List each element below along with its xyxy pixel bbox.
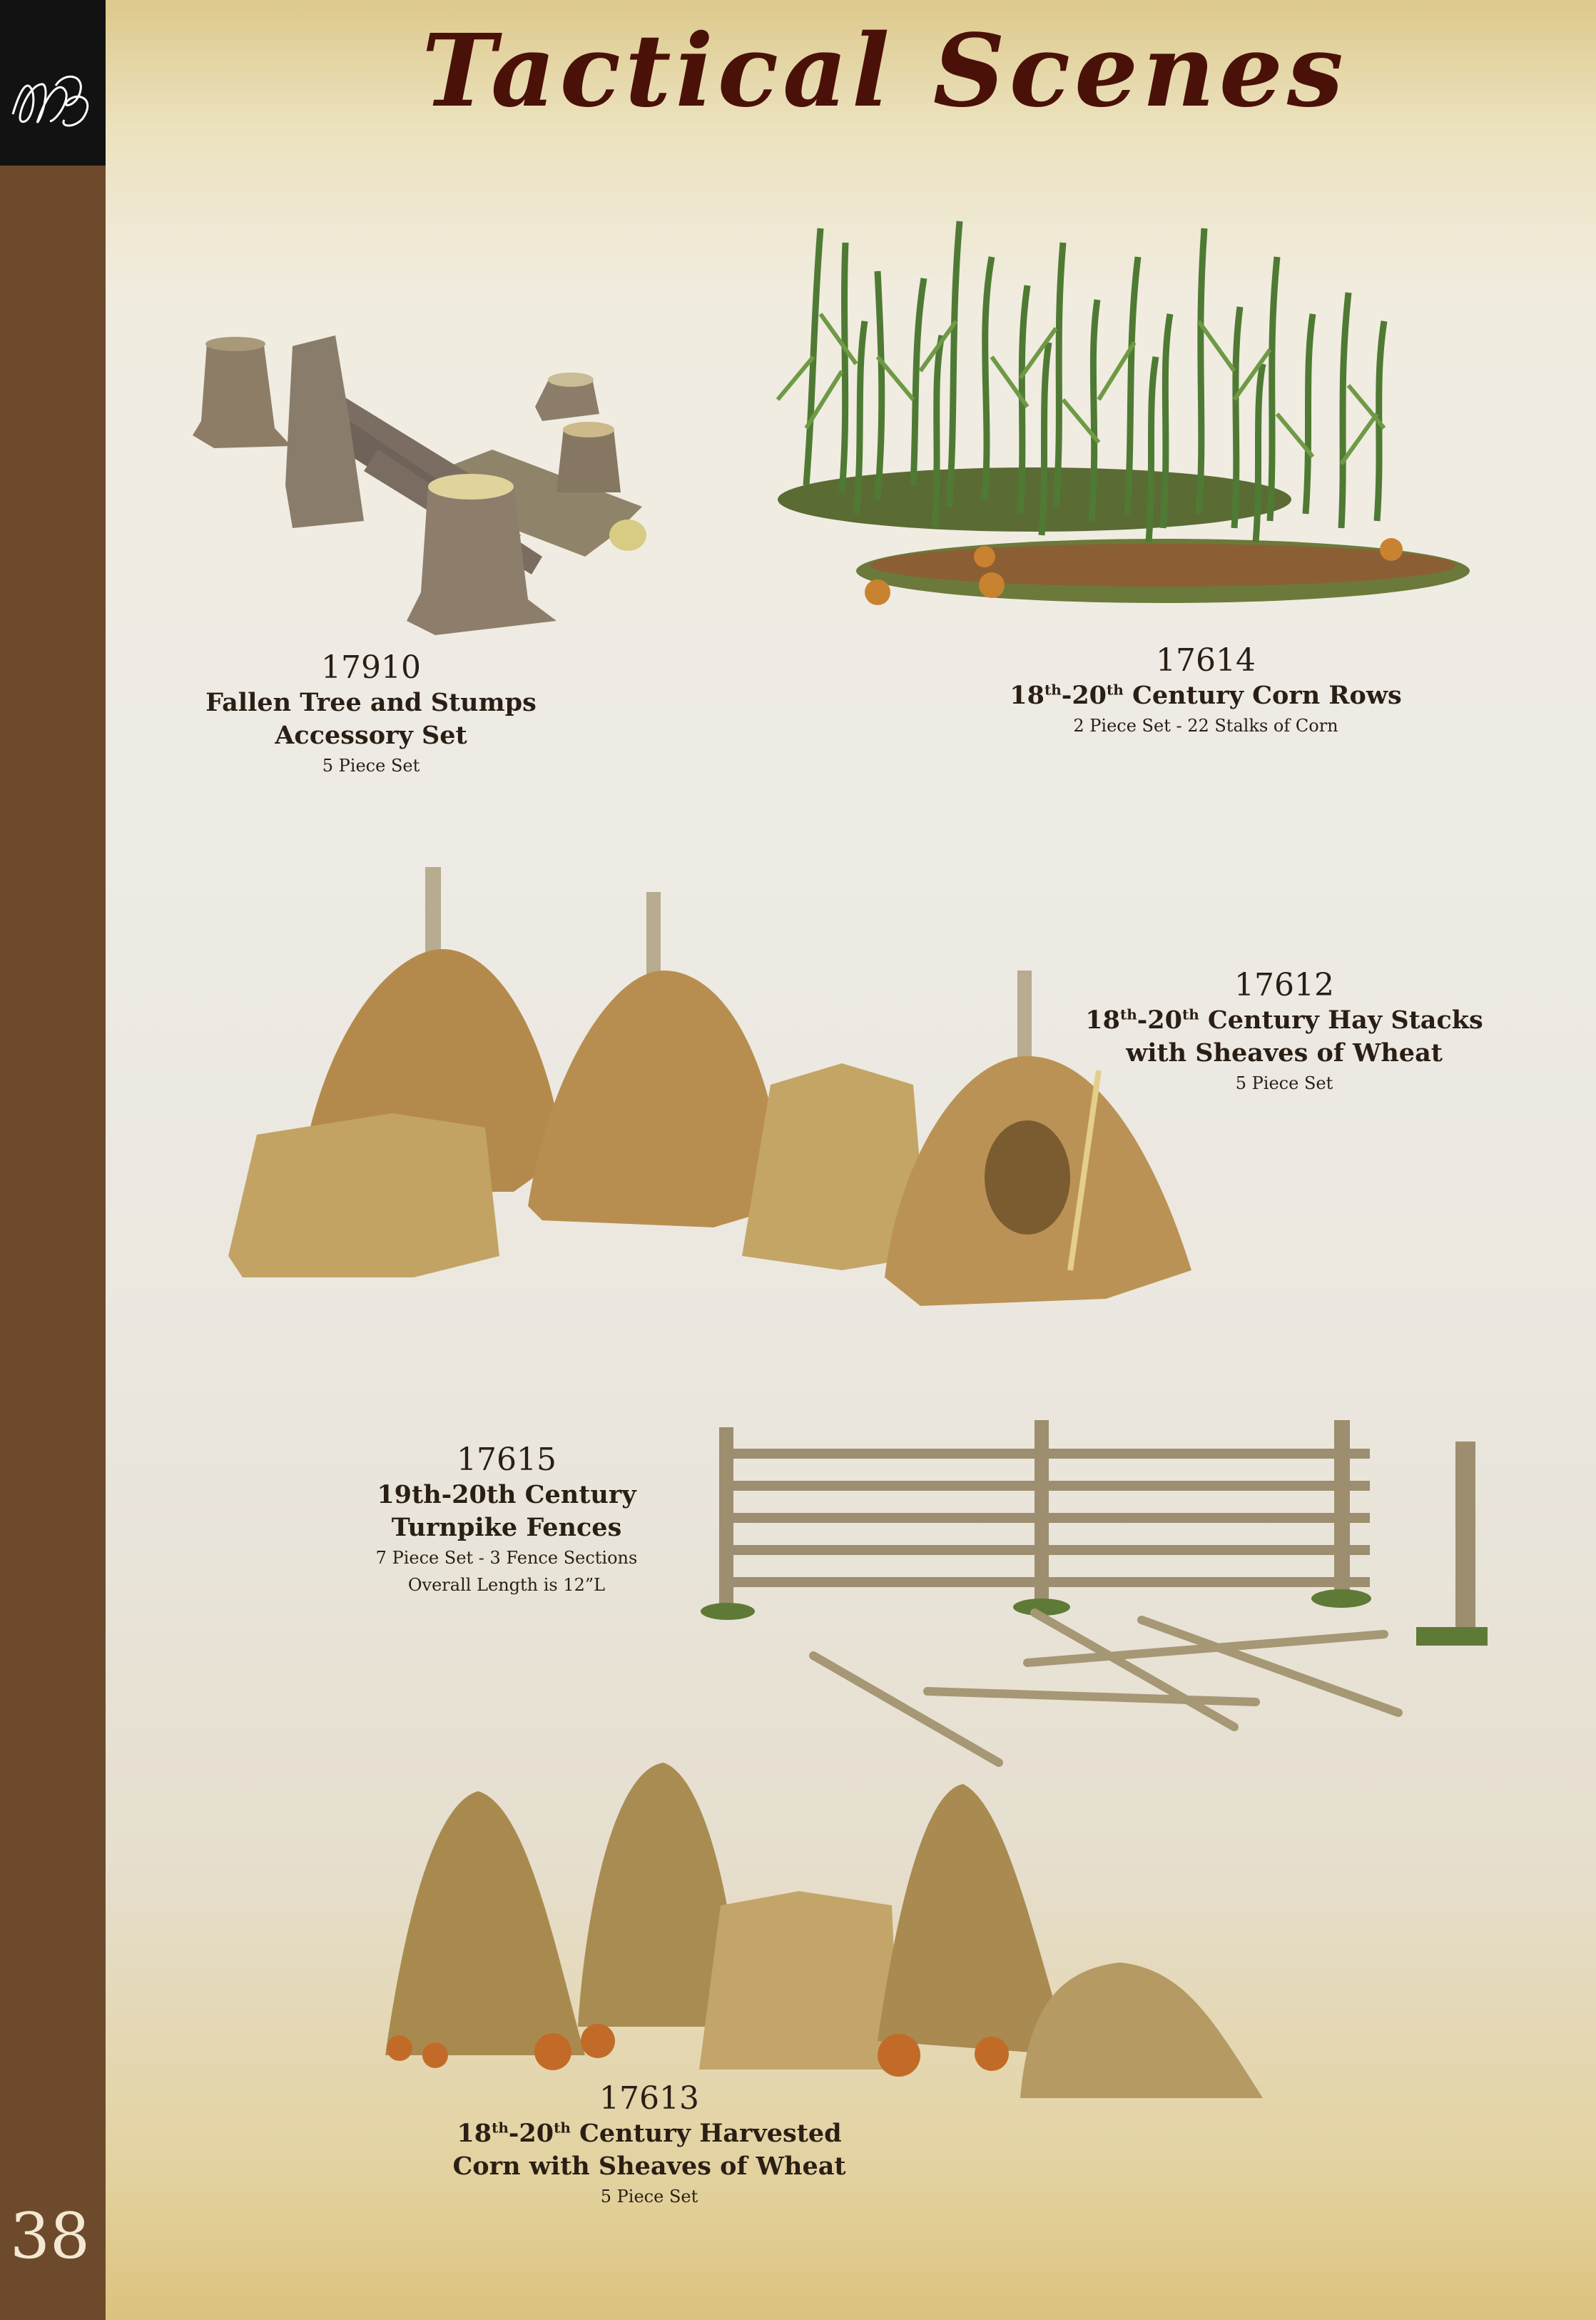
product-name-line: Turnpike Fences: [391, 1513, 622, 1542]
product-caption-hay-stacks: [1063, 967, 1505, 1097]
product-name-line: Fallen Tree and Stumps: [205, 688, 537, 717]
page-number: 38: [10, 2199, 90, 2273]
product-caption-harvested-corn: [414, 2080, 885, 2210]
page-title: Tactical Scenes: [422, 13, 1348, 130]
product-caption-corn-rows: [985, 642, 1427, 739]
product-details: Overall Length is 12”L: [407, 1575, 606, 1595]
product-number: 17910: [321, 649, 421, 686]
product-caption-fallen-tree: [185, 649, 556, 779]
product-details: 5 Piece Set: [600, 2187, 698, 2207]
fallen-tree-image: [185, 321, 699, 649]
product-number: 17614: [1156, 642, 1256, 679]
product-details: 5 Piece Set: [322, 756, 420, 776]
product-caption-turnpike-fences: [321, 1442, 692, 1599]
product-number: 17613: [599, 2080, 699, 2117]
turnpike-fences-image: [699, 1420, 1498, 1777]
corn-rows-image: [763, 214, 1463, 614]
product-details: 2 Piece Set - 22 Stalks of Corn: [1073, 716, 1338, 736]
product-name-line: 18th-20th Century Harvested: [457, 2119, 842, 2148]
product-name-line: with Sheaves of Wheat: [1126, 1038, 1443, 1068]
product-name-line: 19th-20th Century: [377, 1480, 636, 1509]
product-number: 17612: [1234, 967, 1334, 1003]
corn-leaves: [778, 314, 1384, 464]
product-name-line: 18th-20th Century Corn Rows: [1010, 681, 1402, 710]
sidebar-strip: [0, 0, 106, 2320]
product-details: 7 Piece Set - 3 Fence Sections: [375, 1548, 638, 1568]
product-details: 5 Piece Set: [1235, 1073, 1333, 1093]
product-name-line: Accessory Set: [275, 721, 467, 750]
brand-logo: [0, 0, 106, 166]
wb-monogram-logo-icon: [0, 0, 106, 166]
product-number: 17615: [457, 1442, 556, 1478]
product-name-line: 18th-20th Century Hay Stacks: [1085, 1005, 1483, 1035]
product-name-line: Corn with Sheaves of Wheat: [452, 2152, 846, 2181]
